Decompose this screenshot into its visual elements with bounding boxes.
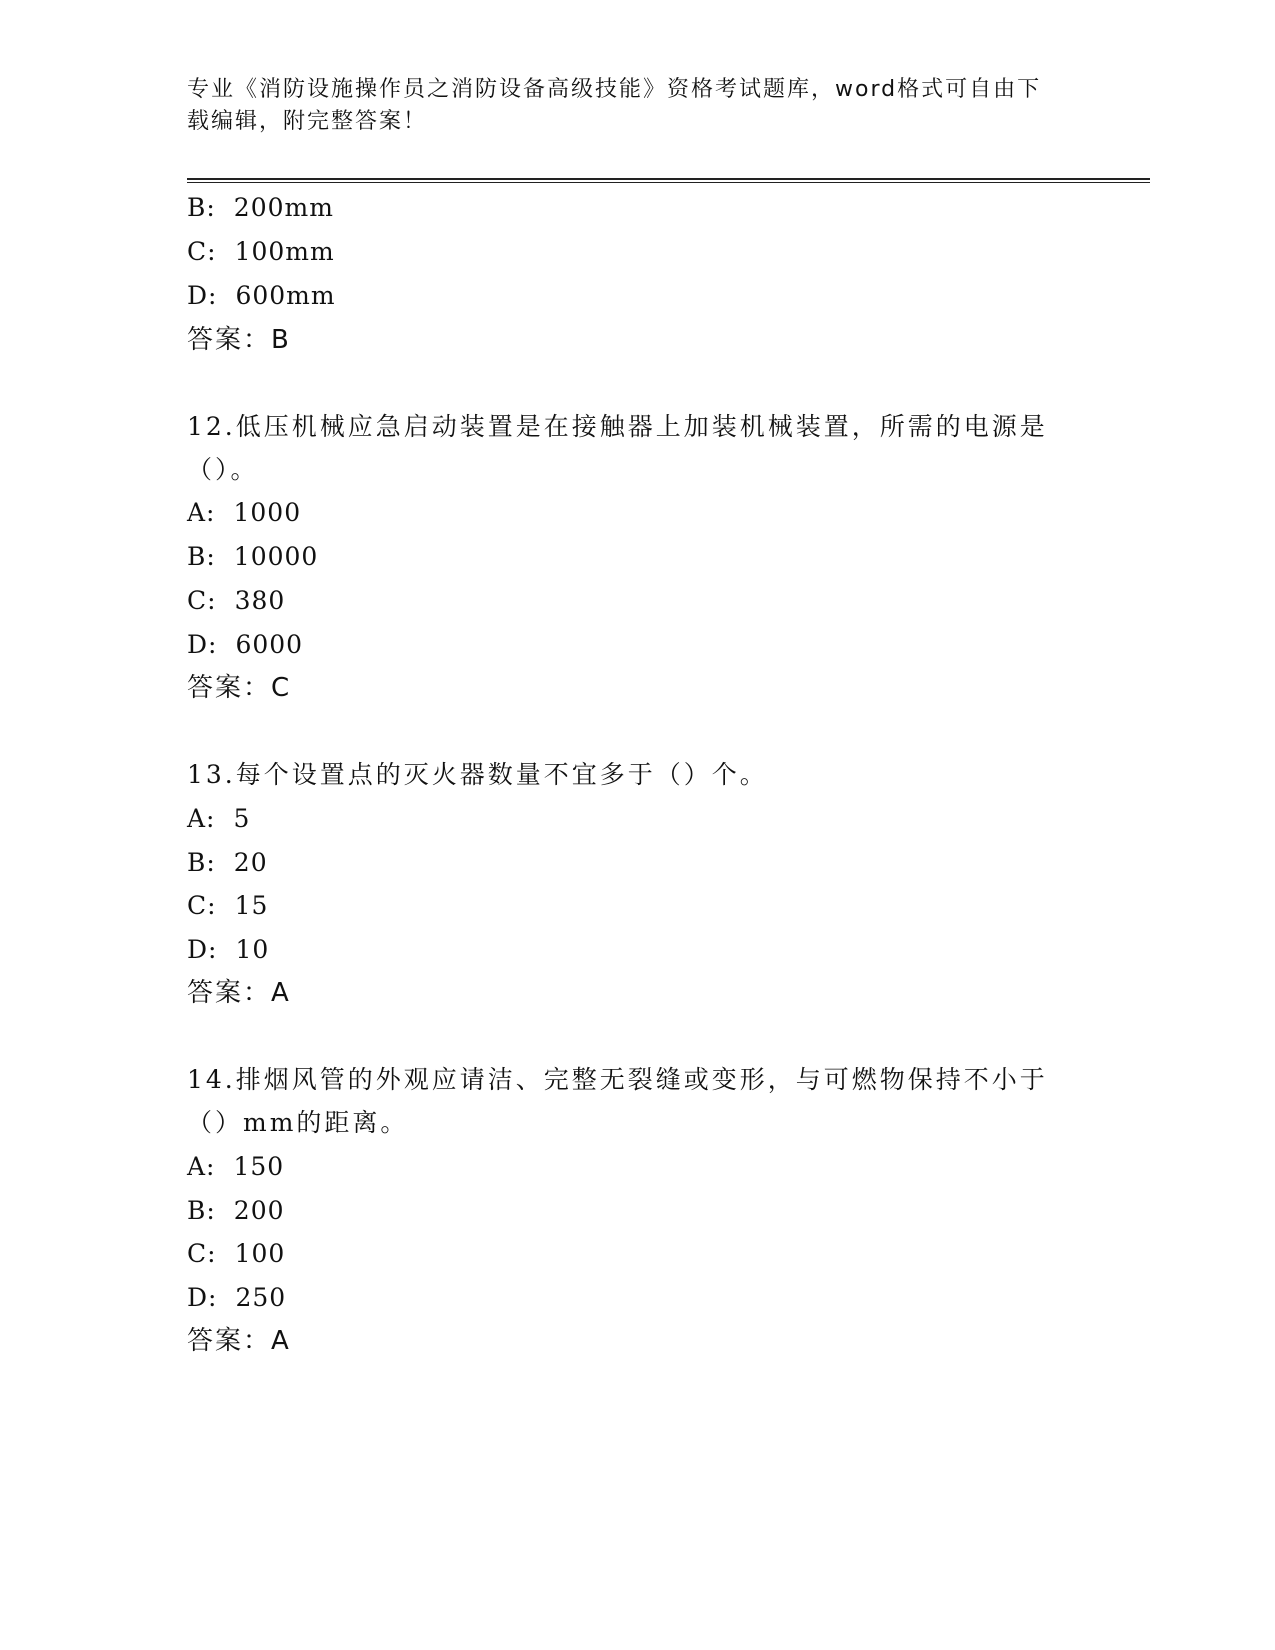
document-header	[187, 74, 1067, 138]
q12-option-a: A: 1000	[187, 498, 302, 527]
q11-answer: 答案：B	[187, 325, 291, 355]
q14-answer: 答案：A	[187, 1326, 291, 1356]
q14-option-c: C: 100	[187, 1239, 286, 1268]
header-divider-thick	[187, 178, 1150, 180]
header-line-2: 载编辑，附完整答案！	[187, 109, 428, 134]
header-line-1: 专业《消防设施操作员之消防设备高级技能》资格考试题库，word格式可自由下	[187, 77, 1042, 102]
q12-stem-line-1: 12.低压机械应急启动装置是在接触器上加装机械装置，所需的电源是	[187, 412, 1048, 441]
q14-option-a: A: 150	[187, 1152, 285, 1181]
q13-option-c: C: 15	[187, 891, 269, 920]
q11-option-d: D: 600mm	[187, 281, 336, 310]
header-divider-thin	[187, 182, 1150, 183]
q11-option-c: C: 100mm	[187, 237, 335, 266]
q13-option-d: D: 10	[187, 935, 270, 964]
q14-option-b: B: 200	[187, 1196, 285, 1225]
q12-stem-line-2: （）。	[187, 455, 259, 484]
q14-stem-line-2: （）mm的距离。	[187, 1108, 409, 1137]
q12-option-b: B: 10000	[187, 542, 319, 571]
q12-option-d: D: 6000	[187, 630, 304, 659]
q12-answer: 答案：C	[187, 673, 292, 703]
q11-option-b: B: 200mm	[187, 193, 334, 222]
q13-answer: 答案：A	[187, 978, 291, 1008]
q12-option-c: C: 380	[187, 586, 286, 615]
q13-option-a: A: 5	[187, 804, 251, 833]
q14-stem-line-1: 14.排烟风管的外观应请洁、完整无裂缝或变形，与可燃物保持不小于	[187, 1065, 1048, 1094]
q13-stem-line-1: 13.每个设置点的灭火器数量不宜多于（）个。	[187, 760, 768, 789]
q14-option-d: D: 250	[187, 1283, 287, 1312]
q13-option-b: B: 20	[187, 848, 268, 877]
